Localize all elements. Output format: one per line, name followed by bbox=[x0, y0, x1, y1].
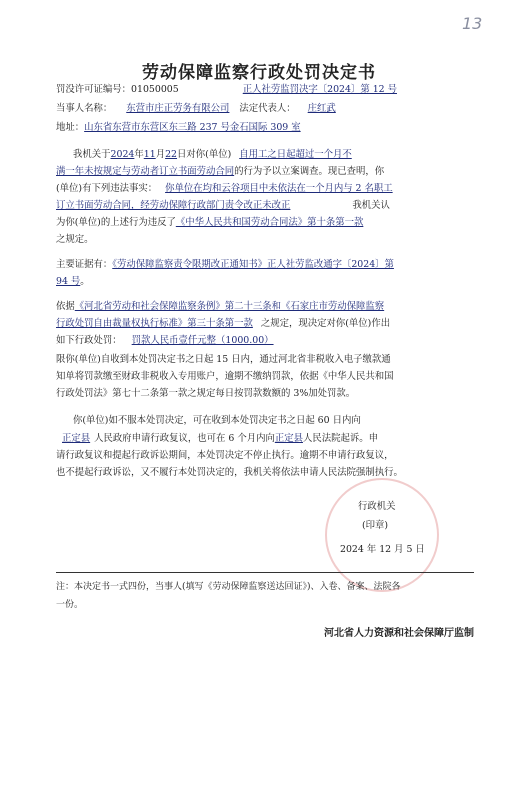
signature-seal-label: (印章) bbox=[362, 520, 389, 531]
date-month: 11 bbox=[143, 149, 156, 160]
document-title: 劳动保障监察行政处罚决定书 bbox=[142, 63, 376, 83]
signature-org: 行政机关 bbox=[358, 501, 396, 512]
body-line-3: (单位)有下列违法事实： 你单位在均和云谷项目中未依法在一个月内与 2 名职工 bbox=[56, 183, 393, 194]
basis-line-1: 依据《河北省劳动和社会保障监察条例》第二十三条和《石家庄市劳动保障监察 bbox=[56, 301, 385, 312]
evidence: 《劳动保障监察责令限期改正通知书》正人社劳监改通字〔2024〕第 bbox=[112, 259, 394, 270]
address-label: 地址： bbox=[56, 122, 85, 133]
appeal-line-2: 正定县 人民政府申请行政复议，也可在 6 个月内向正定县人民法院起诉。申 bbox=[62, 433, 378, 444]
party-line bbox=[56, 102, 336, 116]
signature-date: 2024 年 12 月 5 日 bbox=[340, 544, 425, 555]
supervisor-label: 河北省人力资源和社会保障厅监制 bbox=[324, 628, 474, 639]
violated-law: 《中华人民共和国劳动合同法》第十条第一款 bbox=[175, 217, 364, 228]
appeal-court: 正定县 bbox=[274, 433, 303, 444]
body-line-6: 之规定。 bbox=[56, 234, 94, 245]
appeal-government: 正定县 bbox=[62, 433, 91, 444]
permit-number: 01050005 bbox=[131, 84, 179, 95]
party-name: 东营市庄正劳务有限公司 bbox=[126, 103, 230, 114]
party-label: 当事人名称： bbox=[56, 103, 113, 114]
footer-divider bbox=[56, 572, 474, 573]
date-day: 22 bbox=[165, 149, 178, 160]
penalty-amount: 罚款人民币壹仟元整（1000.00） bbox=[131, 335, 274, 346]
address-line bbox=[56, 121, 301, 135]
basis-line-2: 行政处罚自由裁量权执行标准》第三十条第一款 之规定，现决定对你(单位)作出 bbox=[56, 318, 391, 329]
evidence-line-2: 94 号。 bbox=[56, 276, 90, 287]
legal-rep-name: 庄红武 bbox=[307, 103, 336, 114]
address-value: 山东省东营市东营区东三路 237 号金石国际 309 室 bbox=[84, 122, 301, 133]
payment-line-2: 知单将罚款缴至财政非税收入专用账户，逾期不缴纳罚款，依据《中华人民共和国 bbox=[56, 371, 394, 382]
appeal-line-4: 也不提起行政诉讼，又不履行本处罚决定的，我机关将依法申请人民法院强制执行。 bbox=[56, 467, 403, 478]
basis-line-3: 如下行政处罚： 罚款人民币壹仟元整（1000.00） bbox=[56, 335, 274, 346]
body-line-4: 订立书面劳动合同，经劳动保障行政部门责令改正未改正 我机关认 bbox=[56, 200, 390, 211]
date-year: 2024 bbox=[110, 149, 135, 160]
footer-note-1: 注：本决定书一式四份，当事人(填写《劳动保障监察送达回证》)、入卷、备案、法院各 bbox=[56, 582, 401, 592]
document-number: 正人社劳监罚决字〔2024〕第 12 号 bbox=[242, 84, 397, 95]
official-seal bbox=[325, 478, 439, 592]
body-line-1: 我机关于2024年11月22日对你(单位) 自用工之日起超过一个月不 bbox=[73, 149, 352, 160]
footer-note-2: 一份。 bbox=[56, 600, 84, 610]
legal-rep-label: 法定代表人： bbox=[239, 103, 296, 114]
permit-label: 罚没许可证编号： bbox=[56, 84, 132, 95]
violation-facts: 你单位在均和云谷项目中未依法在一个月内与 2 名职工 bbox=[165, 183, 393, 194]
appeal-line-3: 请行政复议和提起行政诉讼期间，本处罚决定不停止执行。逾期不申请行政复议， bbox=[56, 450, 394, 461]
evidence-line-1: 主要证据有：《劳动保障监察责令限期改正通知书》正人社劳监改通字〔2024〕第 bbox=[56, 259, 394, 270]
body-line-5: 为你(单位)的上述行为违反了《中华人民共和国劳动合同法》第十条第一款 bbox=[56, 217, 364, 228]
body-line-2: 满一年未按规定与劳动者订立书面劳动合同的行为予以立案调查。现已查明，你 bbox=[56, 166, 385, 177]
page-number: 13 bbox=[462, 14, 483, 33]
permit-line bbox=[56, 83, 397, 97]
payment-line-1: 限你(单位)自收到本处罚决定书之日起 15 日内，通过河北省非税收入电子缴款通 bbox=[56, 354, 391, 365]
payment-line-3: 行政处罚法》第七十二条第一款之规定每日按罚款数额的 3%加处罚款。 bbox=[56, 388, 356, 399]
legal-basis: 《河北省劳动和社会保障监察条例》第二十三条和《石家庄市劳动保障监察 bbox=[74, 301, 385, 312]
appeal-line-1: 你(单位)如不服本处罚决定，可在收到本处罚决定书之日起 60 日内向 bbox=[73, 415, 361, 426]
